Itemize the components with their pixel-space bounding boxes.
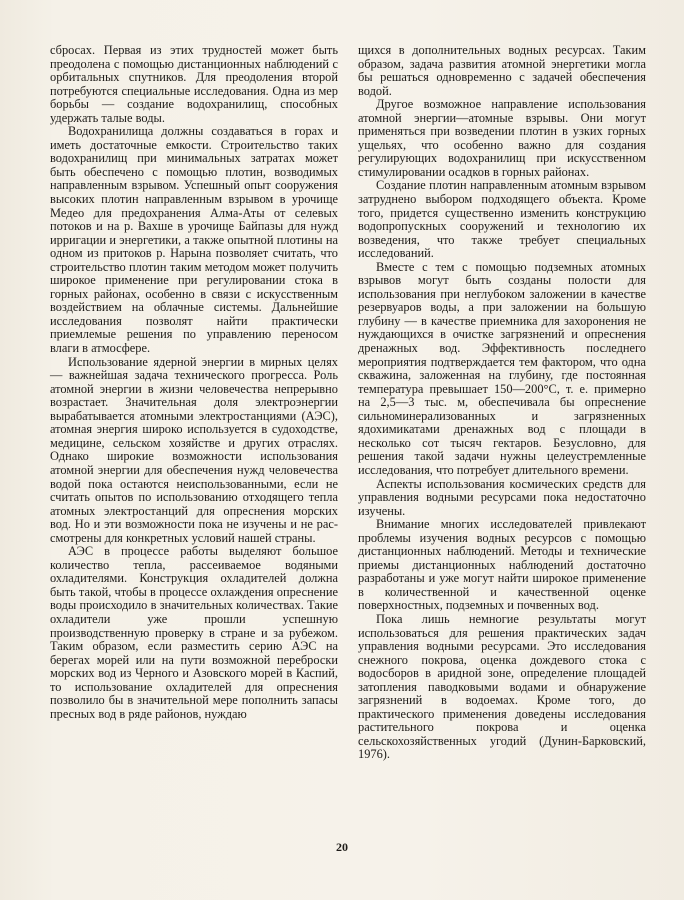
paragraph: Внимание многих исследователей привлекают проблемы изучения водных ресурсов с помощью дистанционных наблюдений. Методы и технические приемы дистанционных наблюдений достаточно разработаны и уже могут найти широкое применение в количественной и качественной оценке поверхностных, подземных и почвенных вод. [358, 517, 646, 613]
paragraph: Вместе с тем с помощью подземных атомных взрывов могут быть созданы полости для использования при неглубоком заложении в качестве резервуаров воды, а при заложении на большую глубину — в качестве приемника для захоронения не нуждающихся в очистке загрязнений и опреснения дренажных вод. Эффективность последнего мероприятия подтверждается тем фактором, что одна скважина, заложенная на глубину, где постоянная температура превышает 150—200°С, т. е. примерно на 2,5—3 тыс. м, обеспечивала бы опреснение сильноминерализованных и загрязненных ядохимикатами дренажных вод с площади в несколько сот тысяч гектаров. Безусловно, для решения такой задачи нужны целеустремленные исследования, что потребует длительного времени. [358, 259, 646, 477]
paragraph: Другое возможное направление использования атомной энергии—атомные взрывы. Они могут применяться при возведении плотин в узких горных ущельях, что особенно важно для создания регулирующих водохранилищ при искусственном стимулировании осадков в горных районах. [358, 97, 646, 179]
page-number: 20 [336, 840, 348, 854]
right-text-column [358, 44, 646, 762]
paragraph: Создание плотин направленным атомным взрывом затруднено выбором подходящего объекта. Кроме того, придется существенно изменить конструкцию водопропускных сооружений и технологию их возведения, что также требует специальных исследований. [358, 178, 646, 261]
paragraph: АЭС в процессе работы выделяют большое количество тепла, рассеиваемое водяными охладителями. Конструкция охладителей должна быть такой, чтобы в процессе охлаждения опреснение воды происходило в значительных количествах. Такие охладители уже прошли успешную производственную проверку в стране и за рубежом. Таким образом, если разместить серию АЭС на берегах морей или на пути возможной переброски морских вод из Черного и Азовского морей в Каспий, то использование охладителей для опреснения позволило бы в значительной мере пополнить запасы пресных вод в ряде районов, нуждаю [50, 544, 338, 721]
paragraph: Пока лишь немногие результаты могут использоваться для решения практических задач управления водными ресурсами. Это исследования снежного покрова, оценка дождевого стока с водосборов в аридной зоне, определение площадей затопления паводковыми водами и обнаружение загрязнений в водоемах. Кроме того, до практического применения доведены исследования растительного покрова и оценка сельскохозяйственных угодий (Дунин-Барковский, 1976). [358, 611, 646, 762]
paragraph: Аспекты использования космических средств для управления водными ресурсами пока недостаточно изучены. [358, 476, 646, 518]
paragraph: Использование ядерной энергии в мирных целях — важнейшая задача технического прогресса. Роль атомной энергии в жизни человечества непрерывно возрастает. Значительная доля электроэнергии вырабатывается атомными электростанциями (АЭС), атомная энергия широко используется в судоходстве, медицине, сельском хозяйстве и других отраслях. Однако широкие возможности использования атомной энергии для обеспечения нужд человечества водой пока остаются неиспользованными, если не считать опытов по использованию отходящего тепла атомных электростанций для опреснения морских вод. Но и эти возможности пока не изучены и не рассмотрены для конкретных условий нашей страны. [50, 354, 338, 545]
paragraph: Водохранилища должны создаваться в горах и иметь достаточные емкости. Строительство таких водохранилищ при минимальных затратах может быть обеспечено с помощью плотин, возводимых направленным взрывом. Успешный опыт сооружения высоких плотин направленным взрывом в урочище Медео для предохранения Алма-Аты от селевых потоков и на р. Вахше в урочище Байпазы для нужд ирригации и энергетики, а также опытной плотины на одном из притоков р. Нарына позволяет считать, что строительство плотин таким методом может получить широкое применение при регулировании стока в горных районах, особенно в связи с искусственным воздействием на облачные системы. Дальнейшие исследования позволят найти практически приемлемые решения по управлению переносом влаги в атмосфере. [50, 124, 338, 356]
paragraph: сбросах. Первая из этих трудностей может быть преодолена с помощью дистанционных наблюдений с орбитальных спутников. Для преодоления второй потребуются специальные исследования. Одна из мер борьбы — создание водохранилищ, способных удержать талые воды. [50, 43, 338, 125]
paragraph: щихся в дополнительных водных ресурсах. Таким образом, задача развития атомной энергетики могла бы решаться одновременно с задачей обеспечения водой. [358, 43, 646, 98]
left-text-column [50, 44, 338, 721]
